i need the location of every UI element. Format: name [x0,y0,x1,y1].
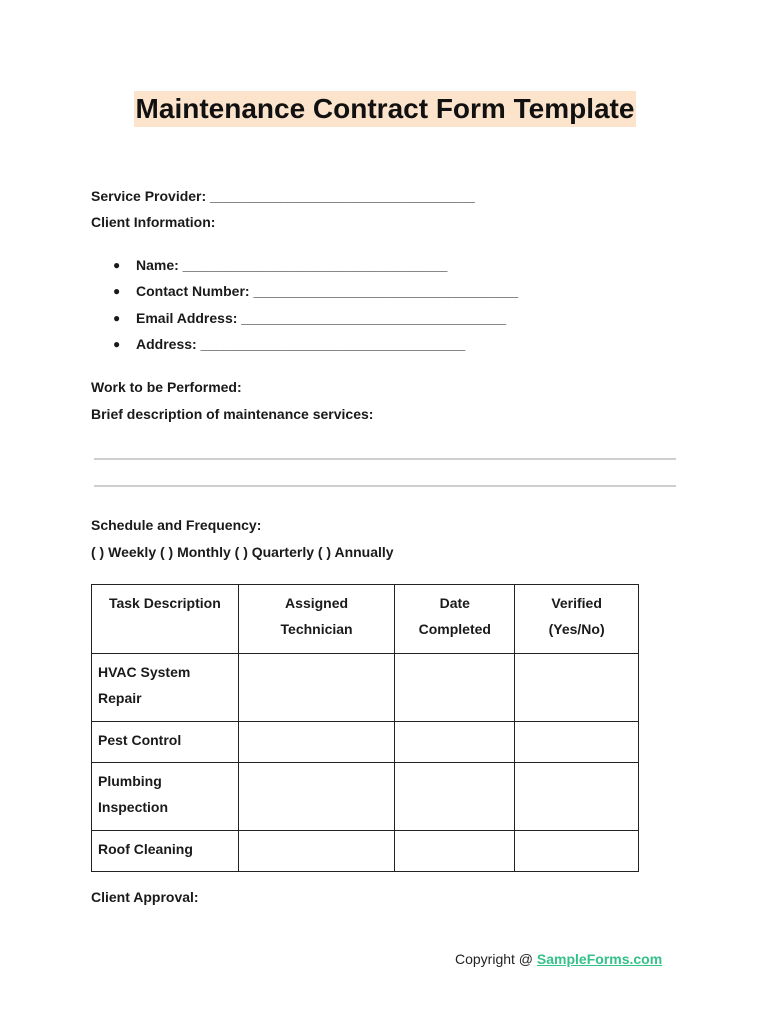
bullet-icon: ● [113,311,121,325]
page-title [0,91,770,127]
sampleforms-link[interactable]: SampleForms.com [536,951,663,967]
copyright-prefix: Copyright @ [455,951,537,967]
date-cell[interactable] [395,654,515,722]
task-cell: Plumbing Inspection [92,763,239,831]
bullet-icon: ● [113,337,121,351]
service-provider-field[interactable]: Service Provider: __________________________________ [91,188,475,204]
task-cell: HVAC System Repair [92,654,239,722]
date-cell[interactable] [395,763,515,831]
client-address-field[interactable]: Address: __________________________________ [136,336,466,352]
technician-cell[interactable] [238,654,395,722]
client-approval-label: Client Approval: [91,889,199,905]
table-row [92,654,639,722]
client-email-field[interactable]: Email Address: __________________________________ [136,310,507,326]
copyright-footer [455,950,662,968]
technician-cell[interactable] [238,831,395,872]
description-line-2[interactable] [94,485,676,487]
verified-cell[interactable] [515,722,639,763]
verified-cell[interactable] [515,763,639,831]
header-date-completed: Date Completed [395,585,515,654]
task-cell: Pest Control [92,722,239,763]
table-row [92,722,639,763]
description-line-1[interactable] [94,458,676,460]
client-information-label: Client Information: [91,214,216,230]
bullet-icon: ● [113,258,121,272]
header-verified: Verified (Yes/No) [515,585,639,654]
verified-cell[interactable] [515,654,639,722]
schedule-options[interactable]: ( ) Weekly ( ) Monthly ( ) Quarterly ( ) Annually [91,544,394,560]
task-cell: Roof Cleaning [92,831,239,872]
bullet-icon: ● [113,284,121,298]
task-table [91,584,639,872]
header-assigned-technician: Assigned Technician [238,585,395,654]
technician-cell[interactable] [238,763,395,831]
header-task-description: Task Description [92,585,239,654]
work-to-be-performed-label: Work to be Performed: [91,379,242,395]
schedule-frequency-label: Schedule and Frequency: [91,517,262,533]
date-cell[interactable] [395,831,515,872]
verified-cell[interactable] [515,831,639,872]
client-name-field[interactable]: Name: __________________________________ [136,257,448,273]
table-row [92,763,639,831]
client-contact-number-field[interactable]: Contact Number: __________________________________ [136,283,519,299]
page-title-text: Maintenance Contract Form Template [134,91,637,127]
table-header-row [92,585,639,654]
date-cell[interactable] [395,722,515,763]
brief-description-label: Brief description of maintenance services: [91,406,374,422]
technician-cell[interactable] [238,722,395,763]
table-row [92,831,639,872]
